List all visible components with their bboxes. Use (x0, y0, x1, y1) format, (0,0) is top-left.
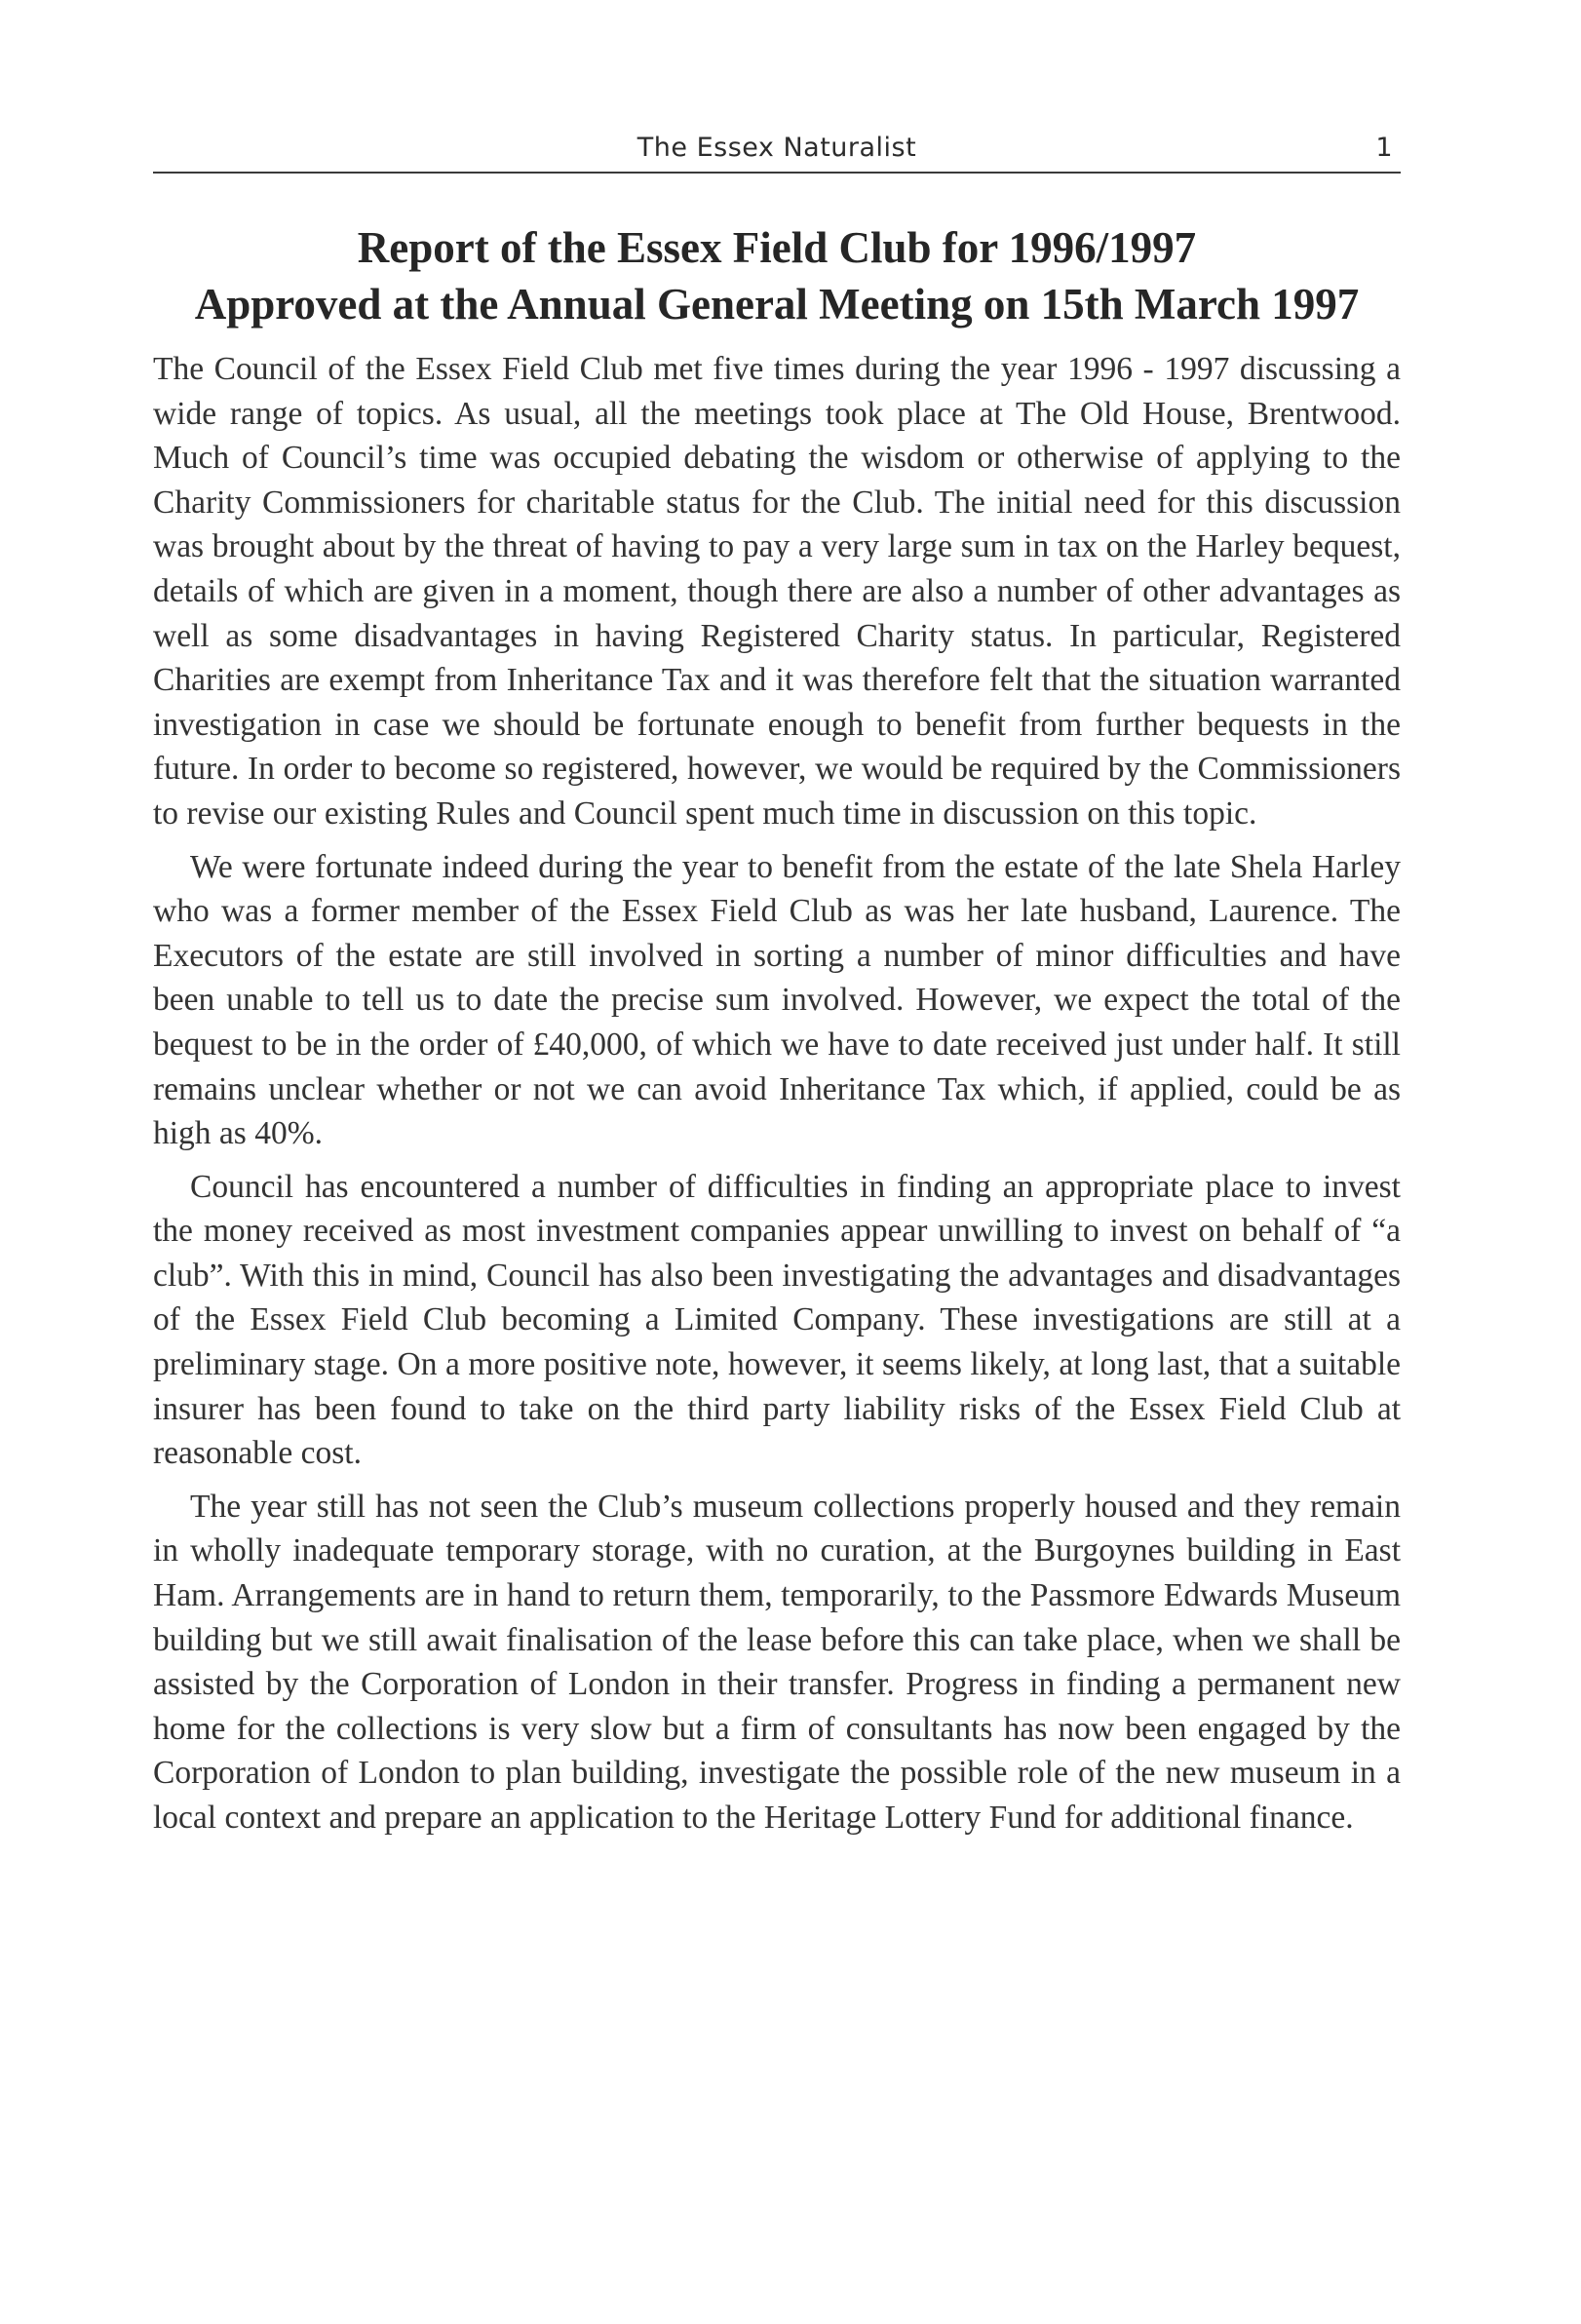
page-number: 1 (1375, 133, 1393, 163)
paragraph-museum-collections: The year still has not seen the Club’s museum collections properly housed and they remain in wholly inadequate temporary storage, with no curation, at the Burgoynes building in East Ham. Arrangements are in hand to return them, temporarily, to the Passmore Edwards Museum building but we still await finalisation of the lease before this can take place, when we shall be assisted by the Corporation of London in their transfer. Progress in finding a permanent new home for the collections is very slow but a firm of consultants has now been engaged by the Corporation of London to plan building, investigate the possible role of the new museum in a local context and prepare an application to the Heritage Lottery Fund for additional finance. (153, 1488, 1401, 1836)
paragraph-investment: Council has encountered a number of difficulties in finding an appropriate place to invest the money received as most investment companies appear unwilling to invest on behalf of “a club”. With this in mind, Council has also been investigating the advantages and disadvantages of the Essex Field Club becoming a Limited Company. These investigations are still at a preliminary stage. On a more positive note, however, it seems likely, at long last, that a suitable insurer has been found to take on the third party liability risks of the Essex Field Club at reasonable cost. (153, 1168, 1401, 1472)
article-body (153, 347, 1401, 1840)
article-title: Report of the Essex Field Club for 1996/1997 (357, 223, 1197, 272)
article-subtitle: Approved at the Annual General Meeting on 15th March 1997 (194, 280, 1360, 329)
running-head (153, 129, 1401, 174)
journal-title: The Essex Naturalist (636, 133, 917, 163)
paragraph-council-meetings: The Council of the Essex Field Club met five times during the year 1996 - 1997 discussing a wide range of topics. As usual, all the meetings took place at The Old House, Brentwood. Much of Council’s time was occupied debating the wisdom or otherwise of applying to the Charity Commissioners for charitable status for the Club. The initial need for this discussion was brought about by the threat of having to pay a very large sum in tax on the Harley bequest, details of which are given in a moment, though there are also a number of other advantages as well as some disadvantages in having Registered Charity status. In particular, Registered Charities are exempt from Inheritance Tax and it was therefore felt that the situation warranted investigation in case we should be fortunate enough to benefit from further bequests in the future. In order to become so registered, however, we would be required by the Commissioners to revise our existing Rules and Council spent much time in discussion on this topic. (153, 351, 1401, 832)
document-page (153, 129, 1401, 1849)
article-title-block (153, 220, 1401, 331)
paragraph-harley-bequest: We were fortunate indeed during the year to benefit from the estate of the late Shela Harley who was a former member of the Essex Field Club as was her late husband, Laurence. The Executors of the estate are still involved in sorting a number of minor difficulties and have been unable to tell us to date the precise sum involved. However, we expect the total of the bequest to be in the order of £40,000, of which we have to date received just under half. It still remains unclear whether or not we can avoid Inheritance Tax which, if applied, could be as high as 40%. (153, 848, 1401, 1152)
